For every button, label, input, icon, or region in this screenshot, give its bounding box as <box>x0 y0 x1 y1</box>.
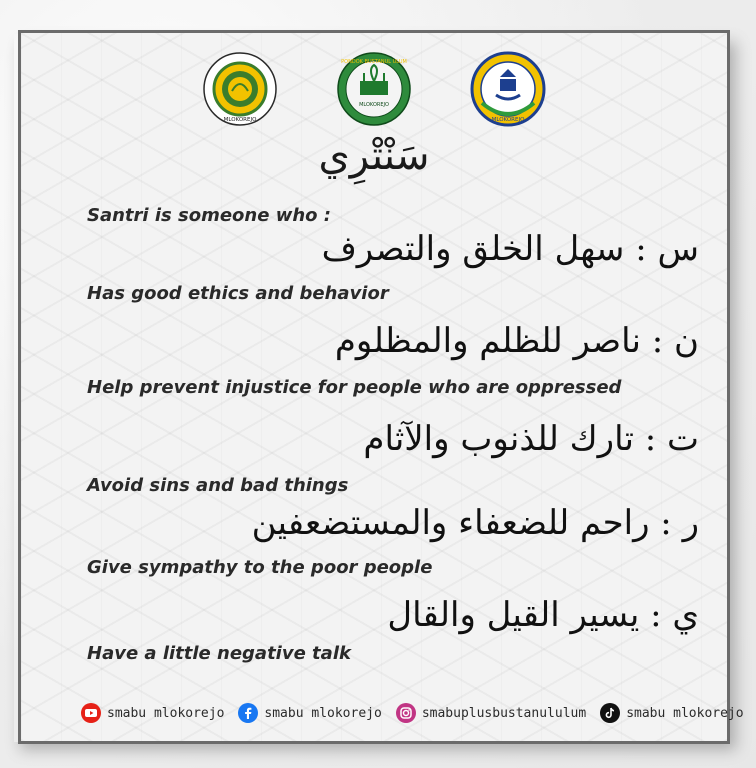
seal-ring-text: MLOKOREJO <box>223 117 257 123</box>
poster-card <box>18 30 744 744</box>
arabic-line-nun: ن : ناصر للظلم والمظلوم <box>334 321 699 361</box>
english-line-ra: Give sympathy to the poor people <box>87 557 433 578</box>
arabic-line-ra: ر : راحم للضعفاء والمستضعفين <box>251 503 699 543</box>
logo-row <box>21 51 727 127</box>
youtube-handle: smabu mlokorejo <box>107 705 225 721</box>
pondok-bustanul-ulum-seal-icon <box>336 51 412 127</box>
heading-arabic: سَنْتْرِي <box>318 133 430 179</box>
tiktok-link[interactable] <box>600 703 743 723</box>
english-line-ya: Have a little negative talk <box>87 643 351 664</box>
english-line-nun: Help prevent injustice for people who are oppressed <box>87 377 622 398</box>
youtube-icon <box>81 703 101 723</box>
facebook-handle: smabu mlokorejo <box>264 705 382 721</box>
instagram-handle: smabuplusbustanululum <box>421 705 587 721</box>
tiktok-icon <box>600 703 620 723</box>
facebook-link[interactable] <box>238 703 381 723</box>
english-line-ta: Avoid sins and bad things <box>87 475 349 496</box>
seal-ring-text: MLOKOREJO <box>491 117 525 123</box>
youtube-link[interactable] <box>81 703 224 723</box>
organization-seal-icon <box>202 51 278 127</box>
arabic-line-sin: س : سهل الخلق والتصرف <box>321 229 699 269</box>
school-seal-icon <box>470 51 546 127</box>
seal-ring-text: PONDOK BUSTANUL ULUM <box>341 59 407 65</box>
arabic-line-ya: ي : يسير القيل والقال <box>387 595 699 635</box>
english-line-sin: Has good ethics and behavior <box>87 283 389 304</box>
social-footer <box>81 703 744 723</box>
seal-sub-text: MLOKOREJO <box>359 102 389 108</box>
arabic-line-ta: ت : تارك للذنوب والآثام <box>363 419 699 459</box>
instagram-icon <box>396 703 416 723</box>
tiktok-handle: smabu mlokorejo <box>626 705 744 721</box>
instagram-link[interactable] <box>396 703 586 723</box>
facebook-icon <box>238 703 258 723</box>
intro-text: Santri is someone who : <box>87 205 331 226</box>
